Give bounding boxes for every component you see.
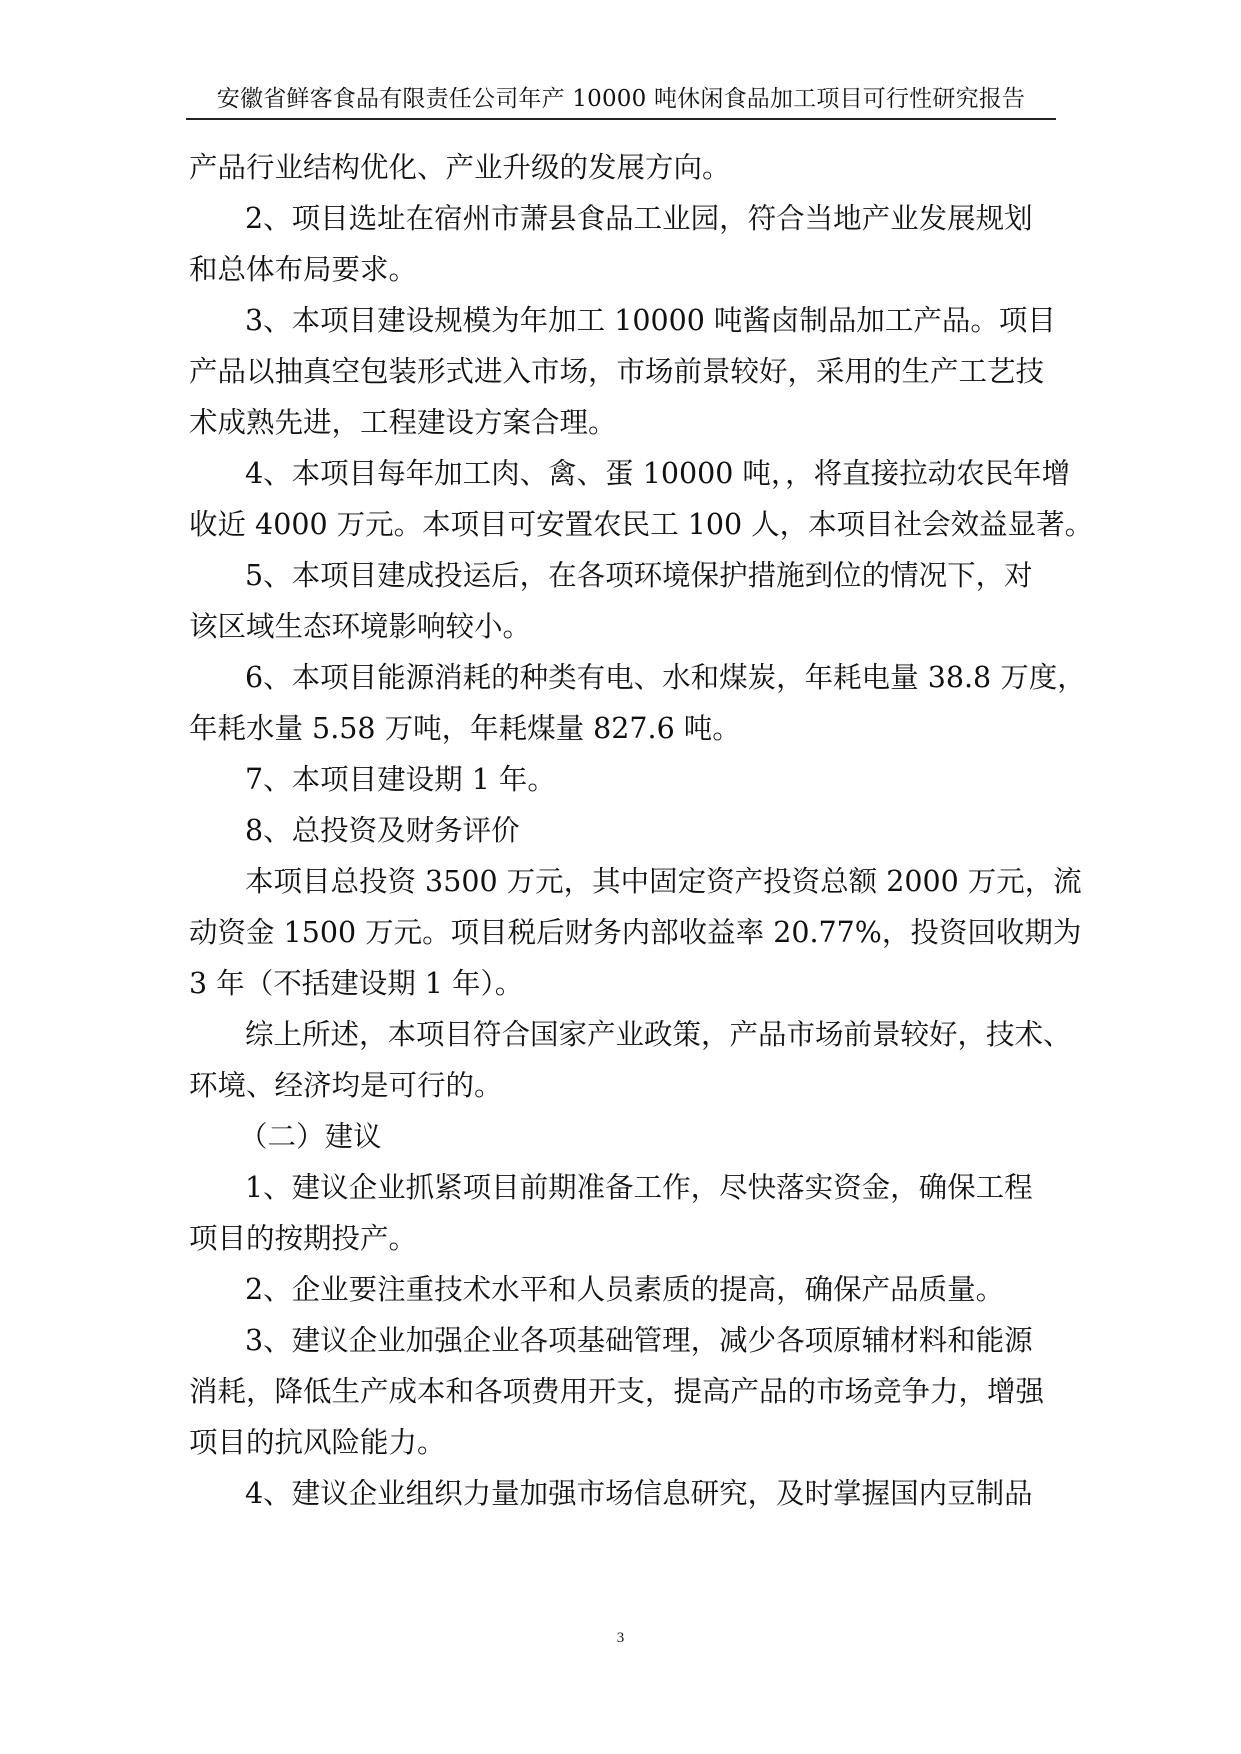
text-line: 术成熟先进，工程建设方案合理。 (189, 406, 617, 439)
text-line: 本项目总投资 3500 万元，其中固定资产投资总额 2000 万元，流 (245, 865, 1082, 898)
text-line: 综上所述，本项目符合国家产业政策，产品市场前景较好，技术、 (245, 1018, 1072, 1051)
text-line: 8、总投资及财务评价 (245, 814, 520, 847)
text-line: 4、本项目每年加工肉、禽、蛋 10000 吨，，将直接拉动农民年增 (245, 457, 1071, 490)
section-heading: （二）建议 (239, 1120, 382, 1153)
text-line: 年耗水量 5.58 万吨，年耗煤量 827.6 吨。 (189, 712, 741, 745)
text-line: 1、建议企业抓紧项目前期准备工作，尽快落实资金，确保工程 (245, 1171, 1033, 1204)
text-line: 和总体布局要求。 (189, 253, 418, 286)
header-rule (186, 118, 1056, 120)
running-header: 安徽省鲜客食品有限责任公司年产 10000 吨休闲食品加工项目可行性研究报告 (216, 86, 1026, 112)
text-line: 产品行业结构优化、产业升级的发展方向。 (189, 151, 731, 184)
text-line: 5、本项目建成投运后，在各项环境保护措施到位的情况下，对 (245, 559, 1033, 592)
text-line: 3、本项目建设规模为年加工 10000 吨酱卤制品加工产品。项目 (245, 304, 1056, 337)
text-line: 4、建议企业组织力量加强市场信息研究，及时掌握国内豆制品 (245, 1477, 1033, 1510)
page-number: 3 (616, 1630, 625, 1646)
text-line: 3、建议企业加强企业各项基础管理，减少各项原辅材料和能源 (245, 1324, 1033, 1357)
text-line: 2、企业要注重技术水平和人员素质的提高，确保产品质量。 (245, 1273, 1005, 1306)
text-line: 消耗，降低生产成本和各项费用开支，提高产品的市场竞争力，增强 (189, 1375, 1045, 1408)
text-line: 2、项目选址在宿州市萧县食品工业园，符合当地产业发展规划 (245, 202, 1033, 235)
text-line: 3 年（不括建设期 1 年）。 (189, 967, 524, 1000)
text-line: 该区域生态环境影响较小。 (189, 610, 532, 643)
text-line: 6、本项目能源消耗的种类有电、水和煤炭，年耗电量 38.8 万度， (245, 661, 1086, 694)
text-line: 项目的按期投产。 (189, 1222, 418, 1255)
text-line: 项目的抗风险能力。 (189, 1426, 446, 1459)
text-line: 环境、经济均是可行的。 (189, 1069, 503, 1102)
text-line: 产品以抽真空包装形式进入市场，市场前景较好，采用的生产工艺技 (189, 355, 1045, 388)
text-line: 动资金 1500 万元。项目税后财务内部收益率 20.77%，投资回收期为 (189, 916, 1082, 949)
text-line: 收近 4000 万元。本项目可安置农民工 100 人，本项目社会效益显著。 (189, 508, 1094, 541)
text-line: 7、本项目建设期 1 年。 (245, 763, 556, 796)
